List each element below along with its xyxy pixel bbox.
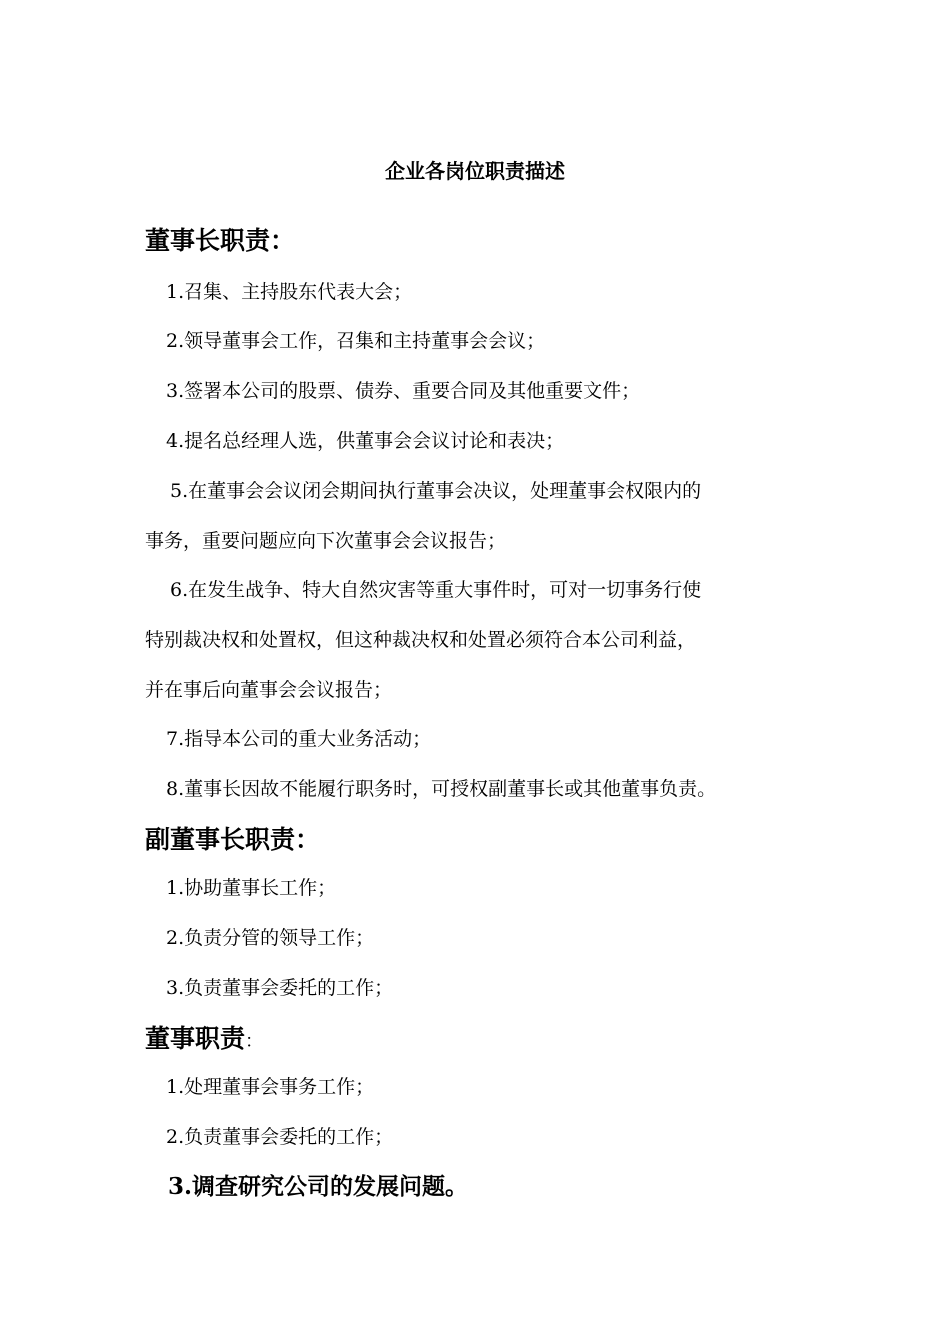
list-item: 6.在发生战争、特大自然灾害等重大事件时，可对一切事务行使 xyxy=(170,579,702,601)
section-heading-text: 董事长职责 xyxy=(145,226,271,255)
section-heading-text: 副董事长职责 xyxy=(145,825,296,854)
list-item: 8.董事长因故不能履行职务时，可授权副董事长或其他董事负责。 xyxy=(166,778,717,800)
list-item: 1.协助董事长工作； xyxy=(166,877,337,899)
list-item: 2.负责分管的领导工作； xyxy=(166,927,375,949)
list-item: 4.提名总经理人选，供董事会会议讨论和表决； xyxy=(166,430,565,452)
section-heading-colon: ： xyxy=(295,825,321,854)
list-item-continuation: 事务，重要问题应向下次董事会会议报告； xyxy=(145,530,507,552)
page-title: 企业各岗位职责描述 xyxy=(385,159,565,183)
section-heading-colon: ： xyxy=(245,1031,264,1052)
list-item: 5.在董事会会议闭会期间执行董事会决议，处理董事会权限内的 xyxy=(170,480,702,502)
list-item: 2.领导董事会工作，召集和主持董事会会议； xyxy=(166,330,546,352)
list-item-continuation: 并在事后向董事会会议报告； xyxy=(145,679,393,701)
list-item: 7.指导本公司的重大业务活动； xyxy=(166,728,432,750)
list-item: 2.负责董事会委托的工作； xyxy=(166,1126,394,1148)
list-item: 3.签署本公司的股票、债券、重要合同及其他重要文件； xyxy=(166,380,641,402)
list-item-bold: 3.调查研究公司的发展问题。 xyxy=(168,1173,469,1200)
list-item: 3.负责董事会委托的工作； xyxy=(166,977,394,999)
section-heading-text: 董事职责 xyxy=(145,1024,246,1053)
section-heading-chairman xyxy=(145,223,295,259)
section-heading-colon: ： xyxy=(270,226,296,255)
list-item: 1.处理董事会事务工作； xyxy=(166,1076,375,1098)
list-item: 1.召集、主持股东代表大会； xyxy=(166,281,413,303)
list-item-continuation: 特别裁决权和处置权，但这种裁决权和处置必须符合本公司利益， xyxy=(145,629,697,651)
section-heading-director xyxy=(145,1021,263,1060)
section-heading-vice-chairman xyxy=(145,822,320,858)
